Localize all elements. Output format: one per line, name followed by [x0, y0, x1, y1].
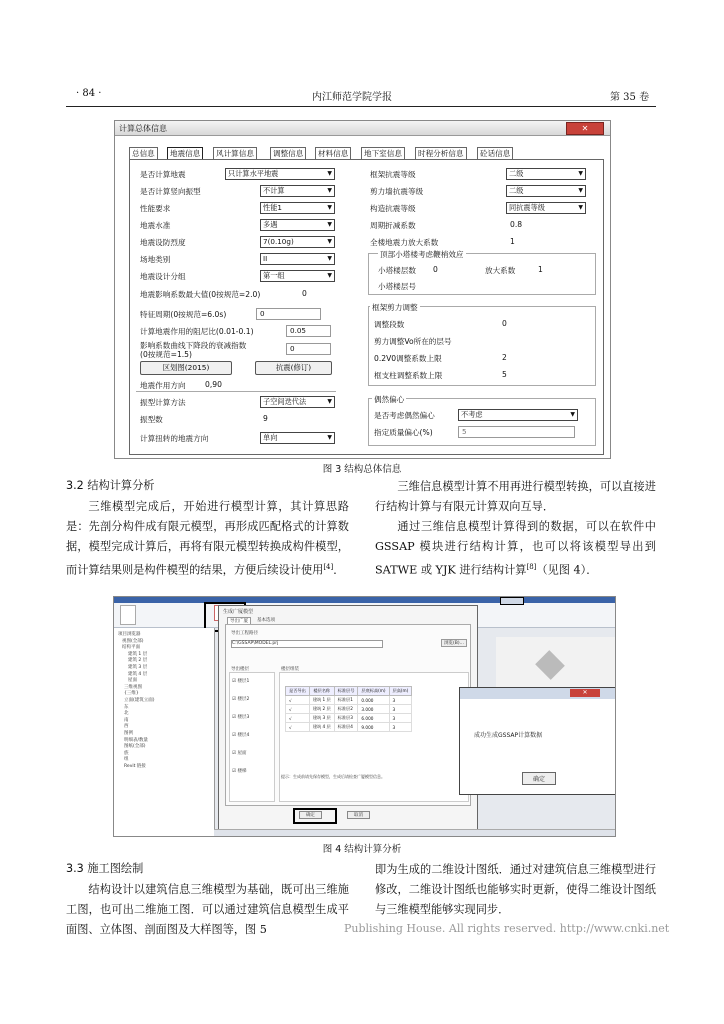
field-label: 地震影响系数最大值(0按规范=2.0) — [140, 290, 261, 299]
cancel-button[interactable]: 取消 — [347, 811, 370, 819]
table-cell: 建筑 1 层 — [309, 696, 334, 705]
tab-concrete[interactable]: 砼话信息 — [477, 147, 513, 159]
table-cell: 标准层4 — [334, 723, 358, 732]
field-label: 框架抗震等级 — [370, 170, 416, 179]
floor-label: 导出楼层 — [231, 667, 249, 672]
table-header-row — [286, 687, 412, 696]
table-cell: 建筑 2 层 — [309, 705, 334, 714]
seismic-calc-select[interactable]: 只计算水平地震 ▼ — [225, 168, 335, 180]
figure-4-caption: 图 4 结构计算分析 — [322, 844, 402, 855]
group-title: 偶然偏心 — [374, 395, 405, 404]
checkbox-icon[interactable]: ☑ — [232, 715, 238, 720]
table-cell: √ — [286, 696, 310, 705]
tab-wind[interactable]: 风计算信息 — [213, 147, 257, 159]
field-label: 剪力墙抗震等级 — [370, 187, 424, 196]
tree-item[interactable]: 三维视图 — [124, 684, 142, 690]
export-dialog — [218, 605, 478, 831]
field-label: 周期折减系数 — [370, 221, 416, 230]
tab-basement[interactable]: 地下室信息 — [361, 147, 405, 159]
dialog-titlebar — [115, 121, 610, 136]
tree-item[interactable]: 南 — [124, 717, 129, 723]
document-icon[interactable] — [120, 605, 136, 625]
floor-checkbox[interactable] — [232, 714, 272, 732]
table-cell: 建筑 3 层 — [309, 714, 334, 723]
page-number: · 84 · — [76, 88, 102, 99]
mode-method-select[interactable]: 子空间迭代法 ▼ — [260, 396, 335, 408]
table-row[interactable] — [286, 723, 412, 732]
tab-time-history[interactable]: 时程分析信息 — [415, 147, 467, 159]
tab-basic[interactable]: 基本选项 — [257, 618, 275, 623]
section-3-3-right-paragraph: 即为生成的二维设计图纸．通过对建筑信息三维模型进行修改，二维设计图纸也能够实时更新，使得二维设计图纸与三维模型能够实现同步． — [375, 863, 656, 916]
volume-label: 第 35 卷 — [610, 92, 650, 103]
chevron-down-icon: ▼ — [327, 255, 332, 262]
field-label: 特征周期(0按规范=6.0s) — [140, 310, 227, 319]
field-label: 小塔楼层数 — [378, 266, 416, 275]
field-value[interactable]: 0.8 — [510, 220, 523, 229]
floor-checkbox[interactable] — [232, 768, 272, 786]
hint-text: 提示：生成前请先保存模型，生成后请检查广厦模型信息。 — [281, 774, 385, 779]
tree-item[interactable]: Revit 链接 — [124, 763, 146, 769]
table-row[interactable] — [286, 705, 412, 714]
tab-general[interactable]: 总信息 — [129, 147, 158, 159]
field-label: 场地类别 — [140, 255, 171, 264]
frame-grade-select[interactable]: 二级 ▼ — [506, 168, 586, 180]
tg-input[interactable]: 0 — [256, 308, 321, 320]
floor-table — [285, 686, 412, 732]
checkbox-label: 屋面 — [237, 751, 247, 756]
tree-item[interactable]: 北 — [124, 711, 129, 717]
field-label: 指定质量偏心(%) — [374, 428, 433, 437]
column-header: 层底标高(m) — [358, 687, 389, 696]
table-cell: 标准层2 — [334, 705, 358, 714]
tree-item[interactable]: 建筑 1 层 — [128, 651, 148, 657]
tree-item[interactable]: 图纸(全部) — [124, 744, 146, 750]
checkbox-label: 楼层4 — [237, 733, 250, 738]
table-cell: 6.000 — [358, 714, 389, 723]
field-value[interactable]: 5 — [502, 370, 507, 379]
eccentricity-select[interactable]: 不考虑 ▼ — [458, 409, 578, 421]
model-label: 楼层组装 — [281, 667, 299, 672]
chevron-down-icon: ▼ — [327, 187, 332, 194]
tab-export[interactable]: 导出广厦 — [227, 617, 251, 625]
tree-item[interactable]: 屋面 — [128, 678, 137, 684]
field-value[interactable]: 2 — [502, 353, 507, 362]
field-label: 剪力调整Vo所在的层号 — [374, 337, 452, 346]
detail-grade-select[interactable]: 同抗震等级 ▼ — [506, 202, 586, 214]
column-header: 是否导出 — [286, 687, 310, 696]
success-popup — [459, 687, 616, 795]
seismic-revised-button[interactable]: 抗震(修订) — [255, 361, 332, 375]
eccentricity-group — [368, 398, 596, 446]
zoning-map-button[interactable]: 区划图(2015) — [140, 361, 232, 375]
checkbox-icon[interactable]: ☑ — [232, 733, 238, 738]
field-label: 地震设防烈度 — [140, 238, 186, 247]
table-cell: 标准层1 — [334, 696, 358, 705]
group-title: 顶部小塔楼考虑鞭梢效应 — [380, 250, 464, 259]
wall-grade-select[interactable]: 二级 ▼ — [506, 185, 586, 197]
seismic-panel — [129, 159, 604, 455]
tab-seismic[interactable]: 地震信息 — [167, 147, 203, 159]
tree-item[interactable]: 建筑 3 层 — [128, 664, 148, 670]
figure-4-screenshot — [113, 596, 616, 837]
section-3-2-title: 3.2 结构计算分析 — [66, 479, 155, 492]
table-cell: 3 — [389, 714, 412, 723]
chevron-down-icon: ▼ — [578, 187, 583, 194]
header-rule — [66, 106, 656, 107]
tree-item[interactable]: 结构平面 — [122, 645, 140, 651]
divider — [136, 391, 336, 392]
chevron-down-icon: ▼ — [327, 221, 332, 228]
tree-item[interactable]: 视图(全部) — [122, 638, 144, 644]
table-cell: 标准层3 — [334, 714, 358, 723]
performance-select[interactable]: 性能1 ▼ — [260, 202, 335, 214]
ok-button[interactable]: 确定 — [299, 811, 322, 819]
checkbox-icon[interactable]: ☑ — [232, 751, 238, 756]
table-cell: 3.000 — [358, 705, 389, 714]
chevron-down-icon: ▼ — [578, 204, 583, 211]
field-label: 小塔楼层号 — [378, 282, 416, 291]
field-label: 地震作用方向 — [140, 381, 186, 390]
popup-ok-button[interactable]: 确定 — [522, 772, 556, 785]
checkbox-label: 楼层1 — [237, 679, 250, 684]
table-cell: 3 — [389, 705, 412, 714]
dialog-title: 计算总体信息 — [119, 124, 167, 133]
field-value[interactable]: 0 — [433, 265, 438, 274]
field-value[interactable]: 0,90 — [205, 380, 222, 389]
checkbox-icon[interactable]: ☑ — [232, 697, 238, 702]
tree-item[interactable]: 建筑 4 层 — [128, 671, 148, 677]
column-header: 楼层名称 — [309, 687, 334, 696]
column-header: 标准层号 — [334, 687, 358, 696]
close-icon[interactable]: ✕ — [570, 689, 600, 697]
ribbon-tab-selected[interactable] — [500, 597, 524, 605]
field-label: 构造抗震等级 — [370, 204, 416, 213]
field-label: 框支柱调整系数上限 — [374, 371, 443, 380]
figure-3-dialog — [114, 120, 611, 459]
field-label: 性能要求 — [140, 204, 171, 213]
path-label: 导出工程路径 — [231, 631, 258, 636]
field-label: 振型数 — [140, 415, 163, 424]
field-label: 地震水准 — [140, 221, 171, 230]
chevron-down-icon: ▼ — [578, 170, 583, 177]
browse-button[interactable]: 浏览(B)... — [441, 639, 467, 647]
floor-checkbox[interactable] — [232, 732, 272, 750]
tree-item[interactable]: 立面(建筑立面) — [124, 697, 155, 703]
tree-item[interactable]: 图例 — [124, 730, 133, 736]
intensity-select[interactable]: 7(0.10g) ▼ — [260, 236, 335, 248]
field-label: 影响系数曲线下降段的衰减指数 — [140, 341, 247, 350]
table-cell: 9.000 — [358, 723, 389, 732]
column-header: 层高(m) — [389, 687, 412, 696]
checkbox-label: 楼层2 — [237, 697, 250, 702]
field-label: 0.2V0调整系数上限 — [374, 354, 442, 363]
section-3-2-right-paragraph-2: 通过三维信息模型计算得到的数据，可以在软件中 GSSAP 模块进行结构计算，也可以将该模型导出到 SATWE 或 YJK 进行结构计算[8]（见图 4）． — [375, 520, 656, 577]
tree-item[interactable]: 项目浏览器 — [118, 632, 141, 637]
chevron-down-icon: ▼ — [327, 434, 332, 441]
chevron-down-icon: ▼ — [570, 411, 575, 418]
watermark: Publishing House. All rights reserved. http://www.cnki.net — [344, 922, 670, 935]
vertical-mode-select[interactable]: 不计算 ▼ — [260, 185, 335, 197]
field-label: 放大系数 — [485, 266, 516, 275]
field-value[interactable]: 9 — [263, 414, 268, 423]
chevron-down-icon: ▼ — [327, 204, 332, 211]
field-label: 振型计算方法 — [140, 398, 186, 407]
table-cell: 建筑 4 层 — [309, 723, 334, 732]
chevron-down-icon: ▼ — [327, 238, 332, 245]
table-cell: 0.000 — [358, 696, 389, 705]
damping-input[interactable]: 0.05 — [286, 325, 331, 337]
checkbox-icon[interactable]: ☑ — [232, 679, 238, 684]
floor-checklist — [232, 678, 272, 786]
chevron-down-icon: ▼ — [327, 272, 332, 279]
field-label: 计算地震作用的阻尼比(0.01-0.1) — [140, 327, 254, 336]
tree-item[interactable]: 建筑 2 层 — [128, 658, 148, 664]
group-title: 框架剪力调整 — [372, 303, 418, 312]
checkbox-label: 楼层3 — [237, 715, 250, 720]
tree-item[interactable]: 族 — [124, 750, 129, 756]
floor-checkbox[interactable] — [232, 696, 272, 714]
status-bar — [214, 829, 615, 837]
close-icon[interactable]: ✕ — [566, 122, 604, 135]
table-cell: √ — [286, 714, 310, 723]
section-3-2-left-paragraph: 三维模型完成后，开始进行模型计算，其计算思路是：先剖分构件成有限元模型，再形成匹配格式的计算数据，模型完成计算后，再将有限元模型转换成构件模型，而计算结果则是构件模型的结果，方便后续设计使用[4]． — [66, 500, 349, 577]
tree-item[interactable]: 东 — [124, 704, 129, 710]
table-cell: 3 — [389, 723, 412, 732]
field-label: 是否计算竖向振型 — [140, 187, 201, 196]
torsion-direction-select[interactable]: 单向 ▼ — [260, 432, 335, 444]
tree-item[interactable]: 西 — [124, 724, 129, 730]
field-value[interactable]: 0 — [502, 319, 507, 328]
site-class-select[interactable]: II ▼ — [260, 253, 335, 265]
tree-item[interactable]: 组 — [124, 757, 129, 763]
field-value[interactable]: 0 — [302, 289, 307, 298]
field-label: 调整段数 — [374, 320, 405, 329]
checkbox-label: 楼梯 — [237, 769, 247, 774]
table-row[interactable] — [286, 696, 412, 705]
section-3-3-left-paragraph: 结构设计以建筑信息三维模型为基础，既可出三维施工图，也可出二维施工图．可以通过建筑信息模型生成平面图、立体图、剖面图及大样图等，图 5 — [66, 883, 349, 936]
figure-3-caption: 图 3 结构总体信息 — [322, 464, 402, 475]
tab-adjust[interactable]: 调整信息 — [270, 147, 306, 159]
chevron-down-icon: ▼ — [327, 170, 332, 177]
checkbox-icon[interactable]: ☑ — [232, 769, 238, 774]
field-label: (0按规范=1.5) — [140, 350, 192, 359]
section-3-3-title: 3.3 施工图绘制 — [66, 862, 144, 875]
floor-checkbox[interactable] — [232, 678, 272, 696]
popup-message: 成功生成GSSAP计算数据 — [474, 732, 543, 739]
field-label: 计算扭转的地震方向 — [140, 434, 209, 443]
decay-input[interactable]: 0 — [286, 343, 331, 355]
table-cell: 3 — [389, 696, 412, 705]
chevron-down-icon: ▼ — [327, 398, 332, 405]
seismic-level-select[interactable]: 多遇 ▼ — [260, 219, 335, 231]
design-group-select[interactable]: 第一组 ▼ — [260, 270, 335, 282]
tab-material[interactable]: 材料信息 — [315, 147, 351, 159]
path-input[interactable]: C:\GSSAP\MODEL.prj — [231, 640, 383, 648]
field-label: 地震设计分组 — [140, 272, 186, 281]
tree-item[interactable]: 明细表/数量 — [124, 737, 149, 743]
field-value[interactable]: 1 — [510, 237, 515, 246]
field-label: 是否计算地震 — [140, 170, 186, 179]
table-cell: √ — [286, 723, 310, 732]
journal-name: 内江师范学院学报 — [312, 92, 392, 103]
field-label: 是否考虑偶然偏心 — [374, 411, 435, 420]
project-tree — [118, 631, 212, 769]
field-value[interactable]: 1 — [538, 265, 543, 274]
mass-eccentricity-input[interactable]: 5 — [458, 426, 575, 438]
tree-item[interactable]: {三维} — [124, 691, 139, 697]
floor-checkbox[interactable] — [232, 750, 272, 768]
table-cell: √ — [286, 705, 310, 714]
table-row[interactable] — [286, 714, 412, 723]
section-3-2-right-paragraph-1: 三维信息模型计算不用再进行模型转换，可以直接进行结构计算与有限元计算双向互导． — [375, 480, 656, 513]
export-dialog-title: 生成广厦模型 — [223, 609, 254, 615]
field-label: 全楼地震力放大系数 — [370, 238, 439, 247]
